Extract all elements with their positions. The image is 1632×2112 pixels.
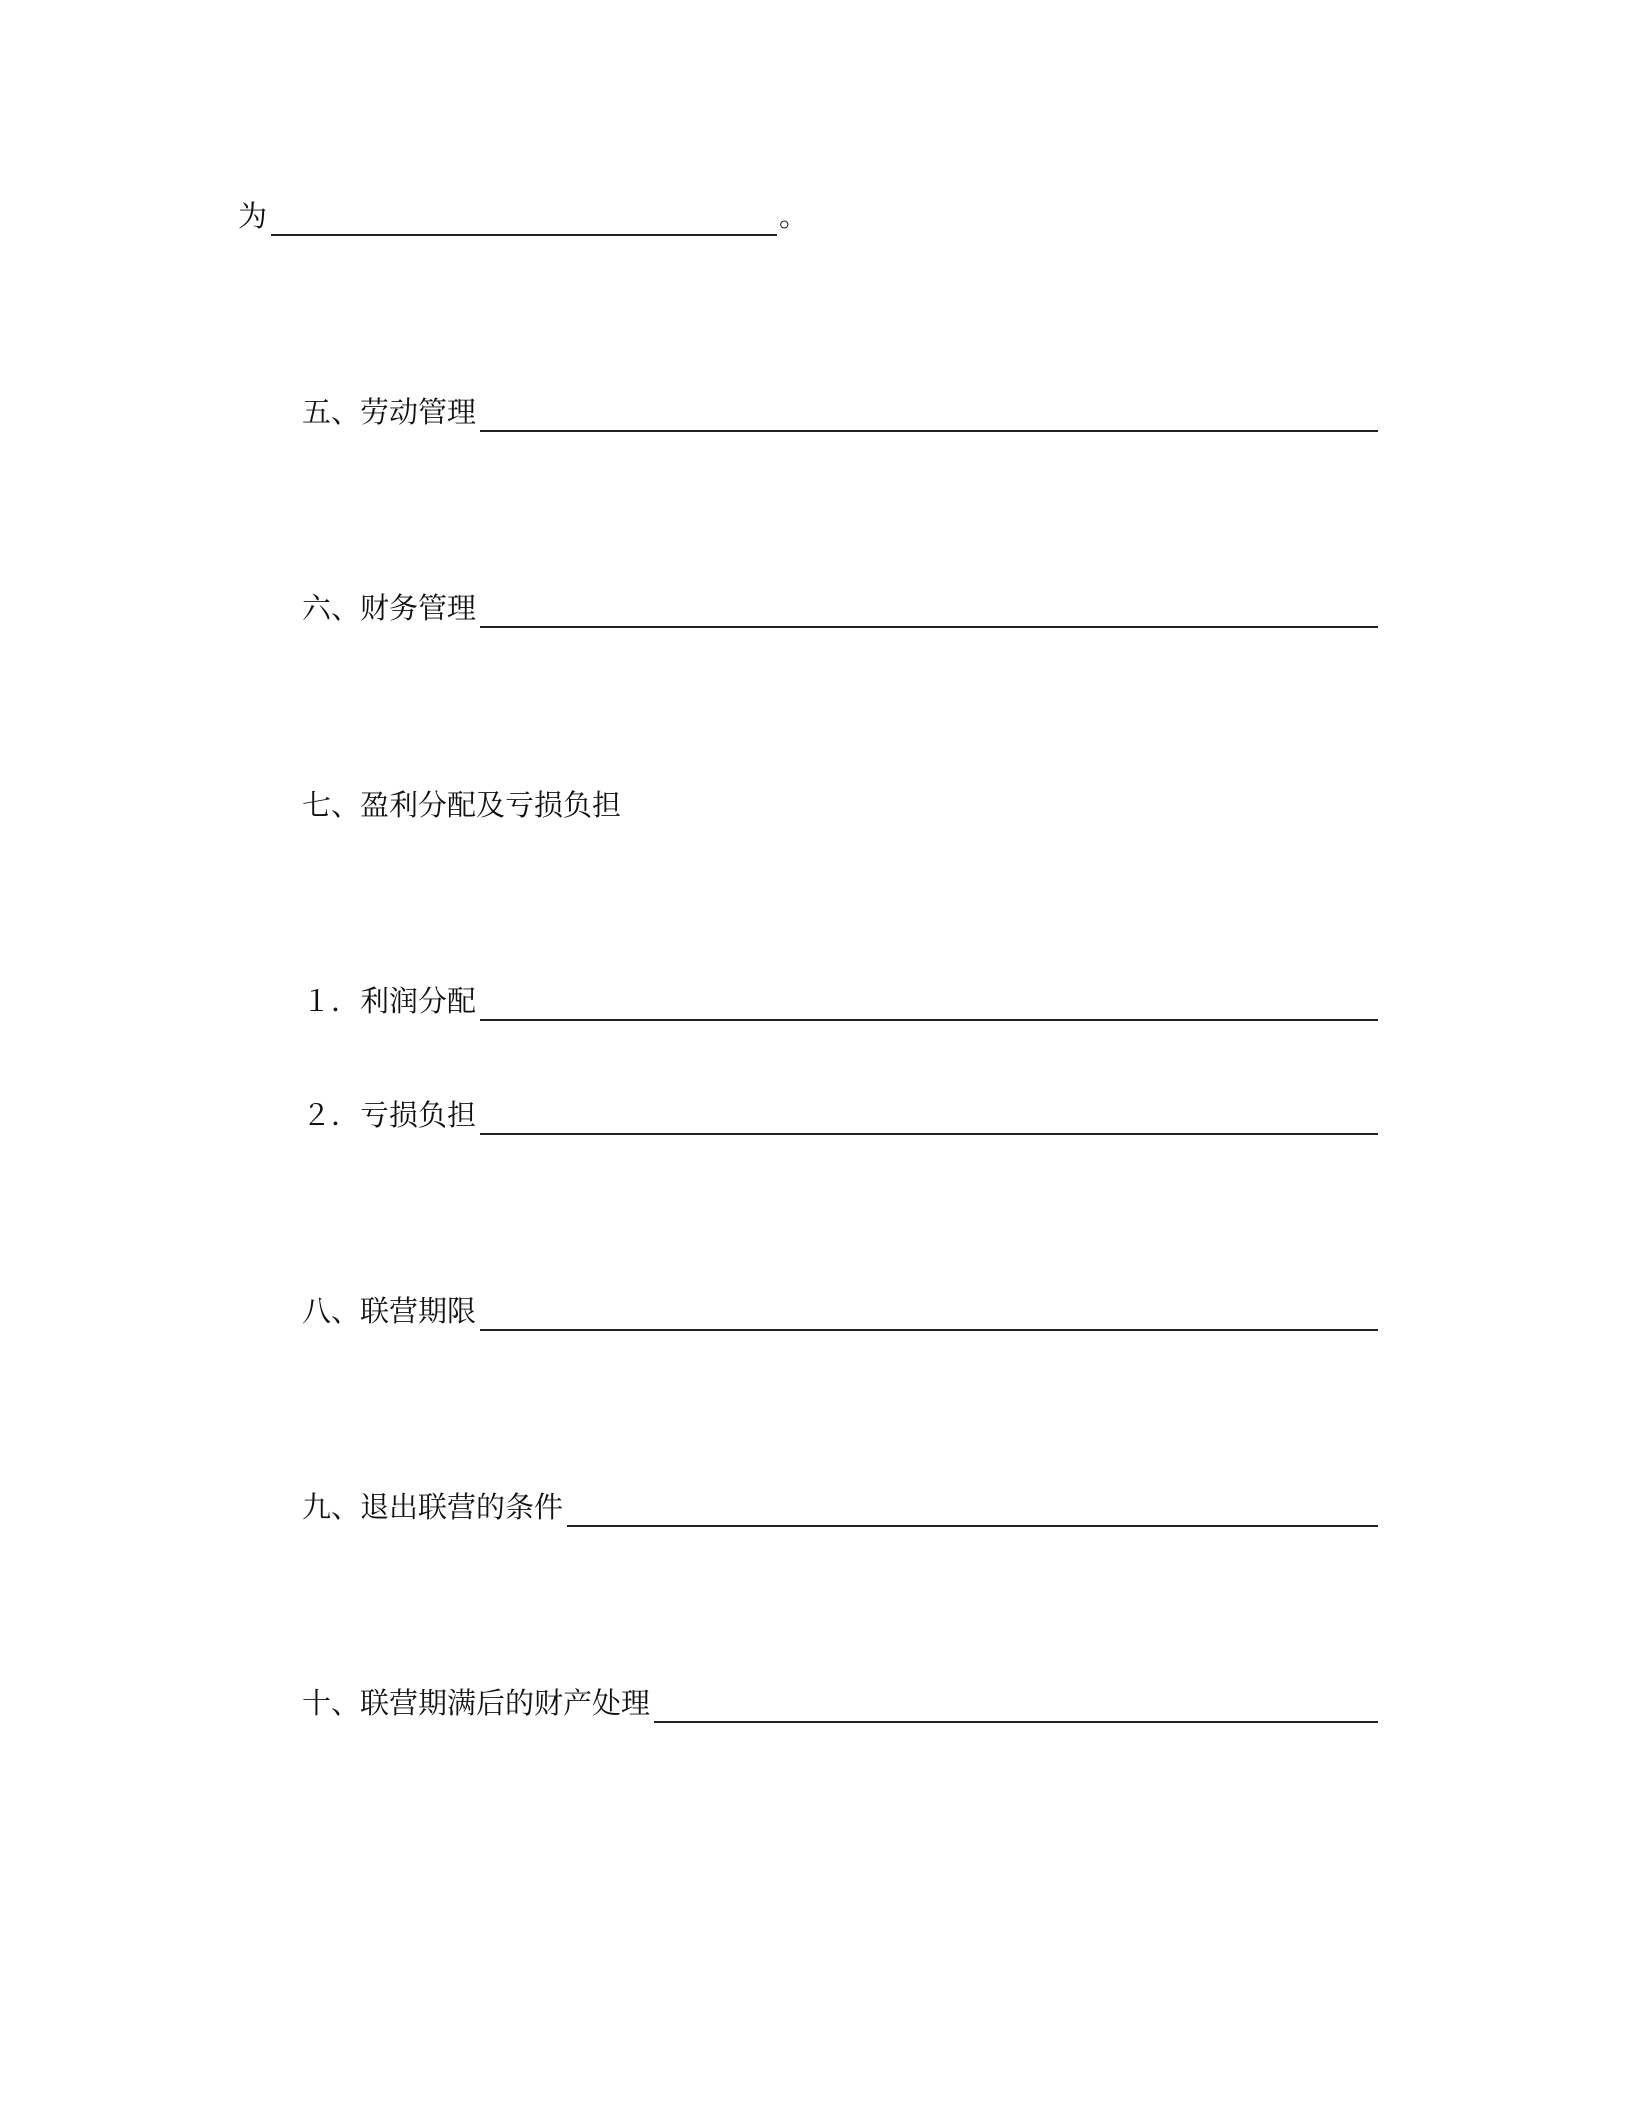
item-loss-bearing	[302, 1095, 1378, 1135]
item-label: ２．亏损负担	[302, 1098, 477, 1132]
line-prefix: 为	[238, 199, 268, 233]
continuation-line	[238, 196, 808, 236]
item-profit-distribution	[302, 981, 1378, 1021]
section-joint-venture-term	[302, 1291, 1378, 1331]
blank-field[interactable]	[480, 396, 1378, 432]
item-label: １．利润分配	[302, 984, 477, 1018]
blank-field[interactable]	[567, 1491, 1378, 1527]
blank-field[interactable]	[480, 592, 1378, 628]
blank-field[interactable]	[654, 1687, 1378, 1723]
section-label: 八、联营期限	[302, 1294, 477, 1328]
section-labor-management	[302, 392, 1378, 432]
line-suffix: 。	[779, 199, 809, 233]
section-profit-loss	[302, 785, 621, 825]
blank-field[interactable]	[271, 200, 777, 236]
section-label: 五、劳动管理	[302, 395, 477, 429]
section-financial-management	[302, 588, 1378, 628]
section-withdrawal-conditions	[302, 1487, 1378, 1527]
section-label: 六、财务管理	[302, 591, 477, 625]
blank-field[interactable]	[480, 1295, 1378, 1331]
blank-field[interactable]	[480, 1099, 1378, 1135]
section-property-disposal	[302, 1683, 1378, 1723]
blank-field[interactable]	[480, 985, 1378, 1021]
section-label: 十、联营期满后的财产处理	[302, 1686, 651, 1720]
section-label: 九、退出联营的条件	[302, 1490, 564, 1524]
section-label: 七、盈利分配及亏损负担	[302, 788, 622, 822]
